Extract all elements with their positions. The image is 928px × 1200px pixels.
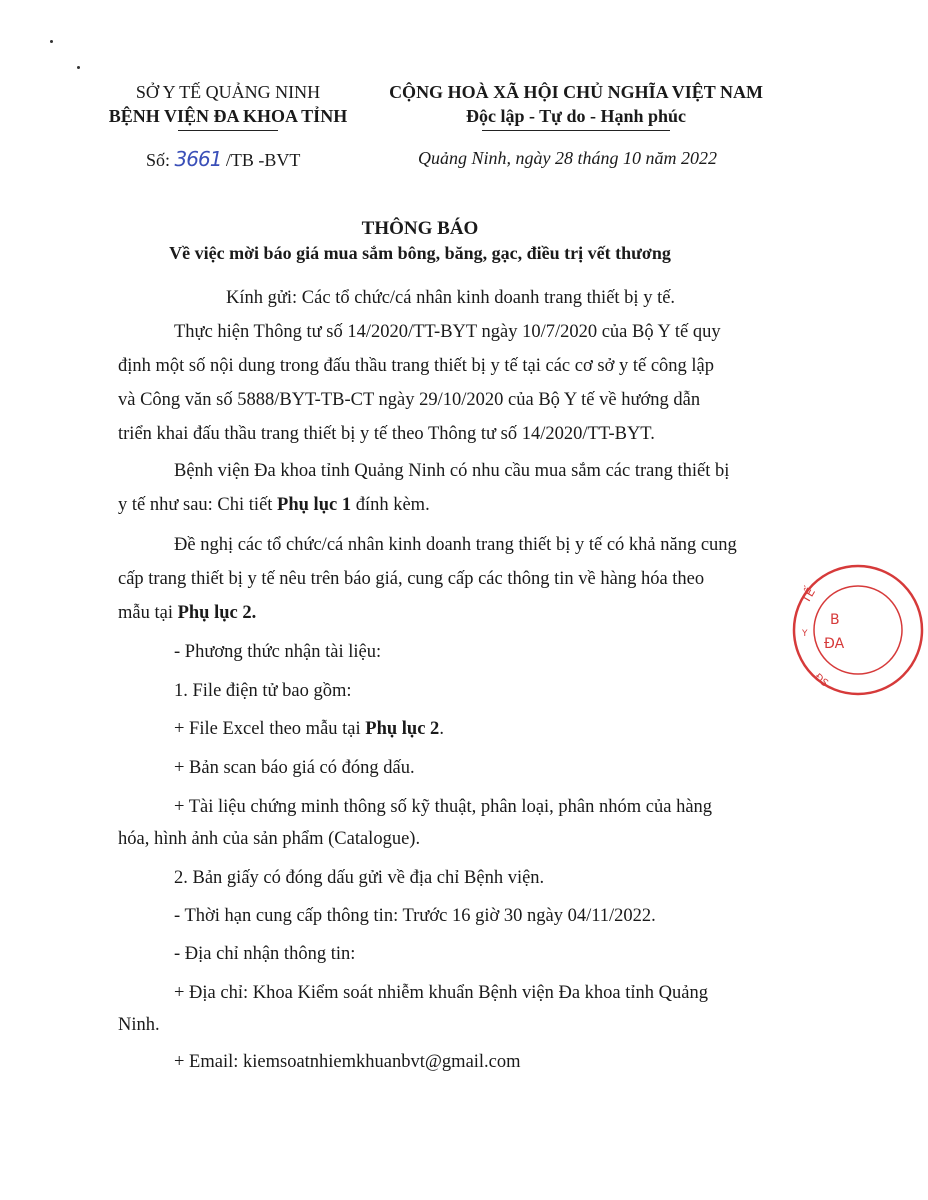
document-title: THÔNG BÁO: [361, 218, 479, 239]
deadline: - Thời hạn cung cấp thông tin: Trước 16 giờ 30 ngày 04/11/2022.: [174, 906, 656, 926]
agency-name: SỞ Y TẾ QUẢNG NINH: [135, 82, 321, 102]
scan-speck: [77, 66, 80, 69]
doc-number-suffix: /TB -BVT: [225, 150, 301, 170]
method-heading: - Phương thức nhận tài liệu:: [174, 642, 382, 662]
official-stamp: [788, 560, 928, 700]
recipient-line: Kính gửi: Các tổ chức/cá nhân kinh doanh trang thiết bị y tế.: [226, 288, 676, 308]
stamp-text: Y: [802, 629, 808, 639]
address-line-1: + Địa chỉ: Khoa Kiểm soát nhiễm khuẩn Bệnh viện Đa khoa tỉnh Quảng: [174, 983, 708, 1003]
document-number: [146, 147, 300, 171]
item-1b: + Bản scan báo giá có đóng dấu.: [174, 758, 415, 778]
stamp-text: TẾ: [798, 585, 819, 606]
address-heading: - Địa chỉ nhận thông tin:: [174, 944, 356, 964]
doc-number-handwritten: 3661: [174, 147, 222, 171]
country-name: CỘNG HOÀ XÃ HỘI CHỦ NGHĨA VIỆT NAM: [389, 82, 763, 102]
paragraph-3-line-2: cấp trang thiết bị y tế nêu trên báo giá, cung cấp các thông tin về hàng hóa theo: [118, 569, 705, 589]
paragraph-3-line-1: Đề nghị các tổ chức/cá nhân kinh doanh trang thiết bị y tế có khả năng cung: [174, 535, 737, 555]
paragraph-2-line-1: Bệnh viện Đa khoa tỉnh Quảng Ninh có nhu cầu mua sắm các trang thiết bị: [174, 461, 730, 481]
stamp-outer-ring: [794, 566, 922, 694]
header-left-underline: [178, 130, 278, 131]
text-run: .: [439, 719, 444, 739]
stamp-text: ĐA: [824, 636, 845, 652]
paragraph-1-line-2: định một số nội dung trong đấu thầu trang thiết bị y tế tại các cơ sở y tế công lập: [118, 356, 715, 376]
place-date: Quảng Ninh, ngày 28 tháng 10 năm 2022: [418, 148, 717, 168]
doc-number-prefix: Số:: [146, 150, 171, 170]
item-1: 1. File điện tử bao gồm:: [174, 681, 352, 701]
paragraph-1-line-3: và Công văn số 5888/BYT-TB-CT ngày 29/10/2020 của Bộ Y tế về hướng dẫn: [118, 390, 701, 410]
text-run: đính kèm.: [351, 495, 430, 515]
document-subtitle: Về việc mời báo giá mua sắm bông, băng, gạc, điều trị vết thương: [169, 243, 671, 263]
header-right-underline: [482, 130, 670, 131]
scan-speck: [50, 40, 53, 43]
stamp-text: ĐS: [812, 671, 830, 690]
paragraph-2-line-2: [118, 495, 430, 516]
item-1c-line-1: + Tài liệu chứng minh thông số kỹ thuật, phân loại, phân nhóm của hàng: [174, 797, 713, 817]
motto: Độc lập - Tự do - Hạnh phúc: [465, 106, 687, 126]
item-1c-line-2: hóa, hình ảnh của sản phẩm (Catalogue).: [118, 829, 421, 849]
paragraph-1-line-4: triển khai đấu thầu trang thiết bị y tế theo Thông tư số 14/2020/TT-BYT.: [118, 424, 655, 444]
paragraph-1-line-1: Thực hiện Thông tư số 14/2020/TT-BYT ngày 10/7/2020 của Bộ Y tế quy: [174, 322, 721, 342]
appendix-2-ref: Phụ lục 2: [365, 719, 440, 739]
hospital-name: BỆNH VIỆN ĐA KHOA TỈNH: [108, 106, 348, 126]
text-run: y tế như sau: Chi tiết: [118, 495, 278, 515]
paragraph-3-line-3: [118, 603, 256, 624]
item-2: 2. Bản giấy có đóng dấu gửi về địa chỉ Bệnh viện.: [174, 868, 545, 888]
address-line-2: Ninh.: [118, 1015, 160, 1035]
email: + Email: kiemsoatnhiemkhuanbvt@gmail.com: [174, 1052, 521, 1072]
appendix-2-ref: Phụ lục 2.: [177, 603, 257, 623]
stamp-inner-ring: [814, 586, 902, 674]
appendix-1-ref: Phụ lục 1: [277, 495, 352, 515]
stamp-text: B: [830, 612, 840, 628]
text-run: mẫu tại: [118, 603, 178, 623]
text-run: + File Excel theo mẫu tại: [174, 719, 366, 739]
item-1a: [174, 719, 444, 740]
